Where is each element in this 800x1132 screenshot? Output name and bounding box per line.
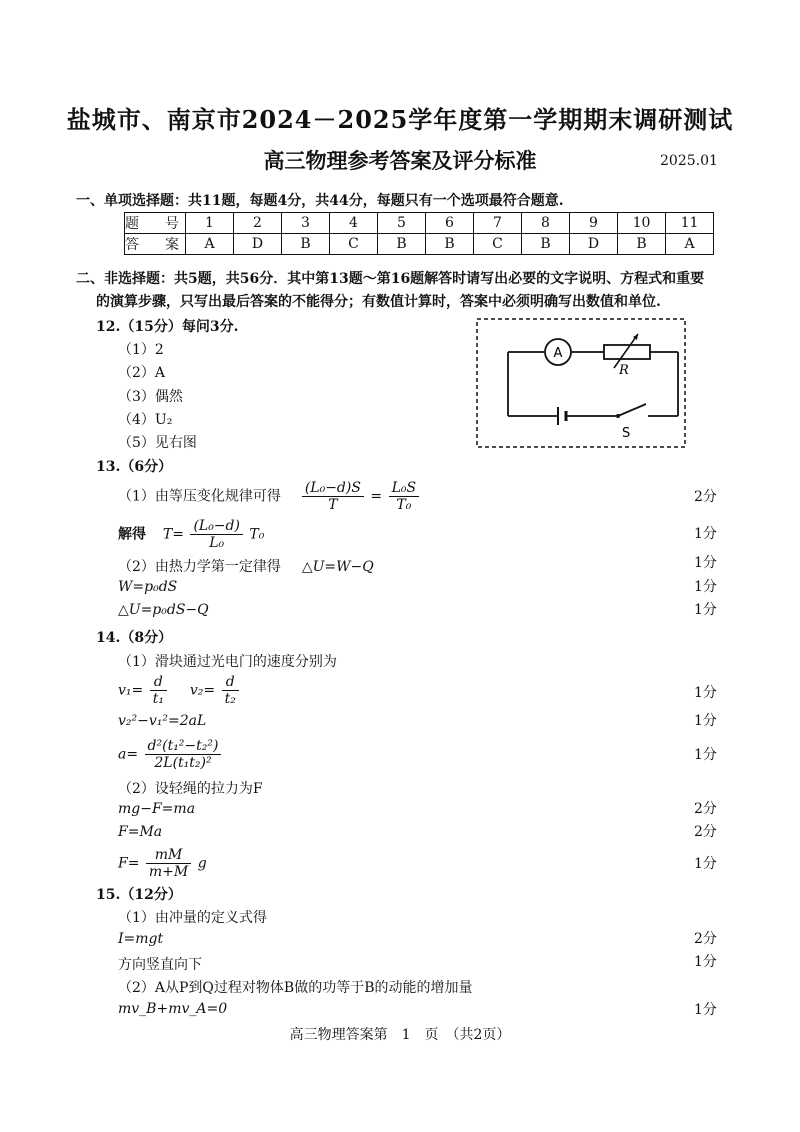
numerator: d²(t₁²−t₂²) [145,738,222,755]
formula: T₀ [249,526,265,543]
q15-line3: 方向竖直向下 [118,957,202,973]
score: 1分 [694,555,717,571]
table-row-answers [125,234,714,255]
table-cell: B [282,234,330,255]
switch-blade-icon [618,404,646,416]
formula: F= [118,855,140,872]
fraction [145,738,222,771]
section1-heading: 一、单项选择题：共11题，每题4分，共44分，每题只有一个选项最符合题意. [76,193,564,209]
resistor-label: R [619,363,629,378]
table-cell: A [186,234,234,255]
table-cell: B [618,234,666,255]
q12-answer-4: （4）U₂ [118,412,173,428]
table-cell: 2 [234,213,282,234]
formula: T= [162,526,184,543]
table-cell: 11 [666,213,714,234]
page-subtitle: 高三物理参考答案及评分标准 [263,148,537,173]
q13-line2 [118,518,264,551]
q13-line3 [118,556,374,576]
table-cell: 5 [378,213,426,234]
table-cell: D [234,234,282,255]
denominator: m+M [148,864,189,880]
q14-line1: （1）滑块通过光电门的速度分别为 [118,654,337,670]
q14-velocities [118,674,241,707]
q12-heading: 12.（15分）每问3分. [96,319,239,335]
denominator: t₂ [224,691,236,707]
table-cell: 10 [618,213,666,234]
formula: v₂= [189,682,216,699]
rheostat-icon [604,345,650,359]
section2-heading-line2: 的演算步骤，只写出最后答案的不能得分；有数值计算时，答案中必须明确写出数值和单位. [96,294,661,310]
score: 1分 [694,526,717,542]
table-row-numbers [125,213,714,234]
table-cell: C [474,234,522,255]
q13-line1-text: （1）由等压变化规律可得 [118,488,281,505]
q12-answer-1: （1）2 [118,342,164,358]
table-cell: 6 [426,213,474,234]
numerator: L₀S [389,480,420,497]
score: 1分 [694,856,717,872]
numerator: mM [146,847,191,864]
switch-label: S [622,426,631,441]
formula: △U=W−Q [301,559,374,575]
table-cell: 7 [474,213,522,234]
fraction [222,674,239,707]
ammeter-label: A [553,346,563,361]
score: 2分 [694,489,717,505]
denominator: t₁ [152,691,164,707]
formula: g [197,855,207,872]
fraction [190,518,243,551]
q14-acceleration [118,738,223,771]
fraction [146,847,191,880]
q12-answer-3: （3）偶然 [118,389,183,405]
fraction [389,480,420,513]
q13-heading: 13.（6分） [96,459,173,475]
row-label-answer: 答 案 [125,234,186,255]
score: 1分 [694,579,717,595]
numerator: d [150,674,167,691]
denominator: 2L(t₁t₂)² [154,755,212,771]
page-footer: 高三物理答案第 1 页 （共2页） [289,1027,511,1043]
formula: W=p₀dS [118,579,178,595]
score: 2分 [694,931,717,947]
score: 1分 [694,954,717,970]
table-cell: 1 [186,213,234,234]
score: 1分 [694,713,717,729]
table-cell: B [522,234,570,255]
fraction [302,480,364,513]
score: 1分 [694,1002,717,1018]
denominator: T [328,497,338,513]
table-cell: 4 [330,213,378,234]
table-cell: 3 [282,213,330,234]
numerator: (L₀−d)S [302,480,364,497]
score: 2分 [694,801,717,817]
score: 1分 [694,747,717,763]
numerator: (L₀−d) [190,518,243,535]
formula: △U=p₀dS−Q [118,602,209,618]
q12-answer-2: （2）A [118,365,166,381]
formula: mv_B+mv_A=0 [118,1001,228,1017]
formula: a= [118,746,139,763]
table-cell: A [666,234,714,255]
q15-line1: （1）由冲量的定义式得 [118,910,267,926]
table-cell: B [426,234,474,255]
table-cell: B [378,234,426,255]
q14-line5: （2）设轻绳的拉力为F [118,781,263,797]
formula: v₁= [118,682,144,699]
score: 2分 [694,824,717,840]
formula: v₂²−v₁²=2aL [118,713,207,729]
denominator: T₀ [396,497,412,513]
score: 1分 [694,685,717,701]
q14-tension [118,847,207,880]
q13-line1 [118,480,421,513]
answer-table [124,212,714,255]
q15-heading: 15.（12分） [96,887,182,903]
formula: I=mgt [118,931,164,947]
table-cell: 9 [570,213,618,234]
equals: = [370,488,383,505]
numerator: d [222,674,239,691]
table-cell: D [570,234,618,255]
q14-heading: 14.（8分） [96,630,173,646]
date: 2025.01 [660,153,718,169]
q12-answer-5: （5）见右图 [118,435,197,451]
formula: F=Ma [118,824,163,840]
section2-heading-line1: 二、非选择题：共5题，共56分．其中第13题～第16题解答时请写出必要的文字说明、方程式和重要 [76,271,705,287]
page-title: 盐城市、南京市2024－2025学年度第一学期期末调研测试 [66,105,734,134]
table-cell: C [330,234,378,255]
formula: mg−F=ma [118,801,196,817]
circuit-diagram [476,318,686,448]
q13-line3-text: （2）由热力学第一定律得 [118,559,281,575]
row-label-question: 题 号 [125,213,186,234]
denominator: L₀ [209,535,225,551]
fraction [150,674,167,707]
q13-line2-text: 解得 [118,526,146,543]
score: 1分 [694,602,717,618]
table-cell: 8 [522,213,570,234]
q15-line4: （2）A从P到Q过程对物体B做的功等于B的动能的增加量 [118,980,473,996]
